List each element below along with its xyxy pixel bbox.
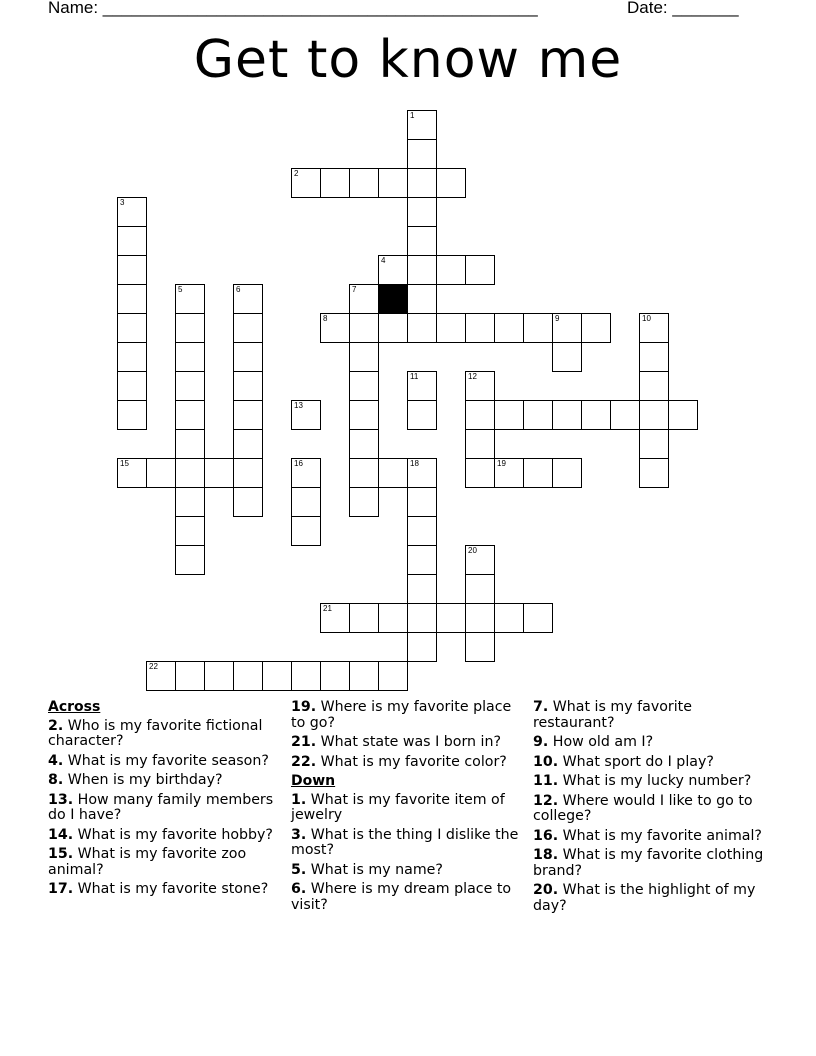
clue-number: 1 [410, 111, 415, 120]
clue-item [291, 793, 521, 824]
crossword-cell[interactable] [117, 313, 147, 343]
crossword-cell[interactable] [465, 632, 495, 662]
clue-item [291, 828, 521, 859]
clue-item [48, 719, 278, 750]
clue-item-text: What is my name? [306, 861, 443, 878]
clue-item-number: 15. [48, 846, 74, 862]
clue-item [533, 755, 773, 771]
clue-item-text: What is the thing I dislike the most? [291, 826, 519, 858]
crossword-cell[interactable] [349, 429, 379, 459]
crossword-cell[interactable] [262, 661, 292, 691]
crossword-cell[interactable] [407, 139, 437, 169]
crossword-cell[interactable] [349, 313, 379, 343]
crossword-cell[interactable] [349, 284, 379, 314]
clue-item-number: 13. [48, 791, 74, 808]
crossword-cell[interactable] [117, 255, 147, 285]
crossword-cell[interactable] [407, 603, 437, 633]
crossword-cell[interactable] [233, 313, 263, 343]
clue-number: 15 [120, 459, 129, 468]
crossword-cell[interactable] [610, 400, 640, 430]
crossword-cell[interactable] [175, 545, 205, 575]
clue-number: 5 [178, 285, 183, 294]
clue-item-number: 6. [291, 881, 307, 897]
crossword-cell[interactable] [117, 197, 147, 227]
crossword-cell[interactable] [407, 226, 437, 256]
clue-number: 20 [468, 546, 477, 555]
crossword-cell[interactable] [349, 342, 379, 372]
clue-number: 12 [468, 372, 477, 381]
crossword-cell[interactable] [349, 371, 379, 401]
crossword-cell[interactable] [175, 458, 205, 488]
clue-item [291, 735, 521, 751]
crossword-cell[interactable] [378, 603, 408, 633]
clue-item [48, 754, 278, 770]
crossword-cell[interactable] [407, 197, 437, 227]
clue-item [533, 774, 773, 790]
clue-item-text: What sport do I play? [558, 753, 714, 770]
crossword-cell[interactable] [146, 661, 176, 691]
clue-item-text: What state was I born in? [316, 734, 502, 750]
crossword-cell[interactable] [465, 458, 495, 488]
crossword-cell[interactable] [407, 255, 437, 285]
crossword-cell[interactable] [320, 603, 350, 633]
crossword-cell[interactable] [407, 574, 437, 604]
clue-item-number: 16. [533, 827, 559, 844]
clue-item-number: 11. [533, 773, 559, 789]
clue-item [48, 793, 278, 824]
crossword-cell[interactable] [668, 400, 698, 430]
clue-number: 19 [497, 459, 506, 468]
clue-item-text: What is my favorite zoo animal? [48, 846, 247, 878]
crossword-cell[interactable] [146, 458, 176, 488]
crossword-cell[interactable] [465, 545, 495, 575]
crossword-cell[interactable] [494, 458, 524, 488]
clue-item-number: 1. [291, 791, 307, 808]
crossword-cell[interactable] [233, 458, 263, 488]
crossword-cell[interactable] [465, 429, 495, 459]
crossword-cell[interactable] [117, 458, 147, 488]
crossword-cell[interactable] [523, 603, 553, 633]
crossword-cell[interactable] [407, 487, 437, 517]
crossword-cell[interactable] [407, 313, 437, 343]
clue-item-number: 19. [291, 699, 317, 715]
clue-item-number: 2. [48, 717, 64, 734]
crossword-cell[interactable] [407, 168, 437, 198]
clue-item [533, 829, 773, 845]
clue-item-number: 20. [533, 882, 559, 898]
clue-item-number: 10. [533, 753, 559, 770]
crossword-cell[interactable] [175, 342, 205, 372]
clue-item-text: When is my birthday? [63, 772, 223, 788]
clue-item [533, 794, 773, 825]
clue-item-text: What is my favorite item of jewelry [291, 791, 505, 823]
crossword-cell[interactable] [320, 661, 350, 691]
clue-item-number: 5. [291, 861, 307, 878]
crossword-cell[interactable] [581, 400, 611, 430]
crossword-cell[interactable] [175, 371, 205, 401]
clue-item-number: 18. [533, 847, 559, 863]
crossword-cell[interactable] [494, 603, 524, 633]
clue-item [533, 700, 773, 731]
crossword-cell[interactable] [407, 545, 437, 575]
crossword-cell[interactable] [407, 284, 437, 314]
clue-item-text: What is my favorite hobby? [73, 826, 273, 843]
crossword-cell[interactable] [175, 661, 205, 691]
clue-item-number: 9. [533, 734, 549, 750]
across-heading: Across [48, 699, 101, 715]
clues-column-3 [533, 700, 773, 918]
crossword-cell[interactable] [233, 371, 263, 401]
crossword-cell[interactable] [436, 255, 466, 285]
crossword-cell[interactable] [233, 429, 263, 459]
clue-item [291, 700, 521, 731]
clue-number: 10 [642, 314, 651, 323]
clue-item-number: 8. [48, 772, 64, 788]
crossword-cell[interactable] [494, 400, 524, 430]
crossword-cell[interactable] [233, 661, 263, 691]
clue-item-text: What is my favorite season? [63, 752, 269, 769]
crossword-cell[interactable] [552, 458, 582, 488]
clue-item [291, 882, 521, 913]
clue-item-text: What is my favorite restaurant? [533, 699, 692, 731]
crossword-cell[interactable] [436, 603, 466, 633]
crossword-cell[interactable] [639, 342, 669, 372]
clue-number: 2 [294, 169, 299, 178]
clue-item-text: Where is my favorite place to go? [291, 699, 512, 731]
clue-item-text: What is my favorite clothing brand? [533, 847, 764, 879]
clue-number: 18 [410, 459, 419, 468]
clue-item-number: 7. [533, 699, 549, 715]
clue-item-text: Who is my favorite fictional character? [48, 717, 263, 749]
crossword-cell[interactable] [639, 458, 669, 488]
clue-number: 7 [352, 285, 357, 294]
crossword-cell[interactable] [233, 400, 263, 430]
clue-item-text: How old am I? [548, 734, 654, 750]
crossword-cell[interactable] [117, 371, 147, 401]
crossword-cell[interactable] [581, 313, 611, 343]
crossword-cell[interactable] [639, 429, 669, 459]
clue-item-text: Where would I like to go to college? [533, 792, 753, 824]
crossword-cell[interactable] [494, 313, 524, 343]
crossword-cell[interactable] [349, 661, 379, 691]
crossword-cell[interactable] [233, 284, 263, 314]
crossword-cell[interactable] [175, 429, 205, 459]
clues-column-2 [291, 700, 521, 917]
crossword-cell[interactable] [117, 342, 147, 372]
clue-number: 21 [323, 604, 332, 613]
crossword-cell[interactable] [378, 168, 408, 198]
clue-item-text: Where is my dream place to visit? [291, 881, 512, 913]
clue-number: 11 [410, 372, 419, 381]
crossword-cell[interactable] [407, 632, 437, 662]
clue-item-number: 17. [48, 881, 74, 897]
clue-item [533, 848, 773, 879]
crossword-cell[interactable] [378, 313, 408, 343]
crossword-cell[interactable] [175, 487, 205, 517]
clue-item-number: 14. [48, 826, 74, 843]
clue-item [291, 863, 521, 879]
crossword-cell[interactable] [117, 226, 147, 256]
clues-column-1 [48, 700, 278, 902]
crossword-cell[interactable] [436, 168, 466, 198]
crossword-cell[interactable] [378, 255, 408, 285]
crossword-cell[interactable] [552, 342, 582, 372]
crossword-cell[interactable] [117, 284, 147, 314]
crossword-cell[interactable] [407, 371, 437, 401]
black-square [378, 284, 408, 314]
crossword-cell[interactable] [349, 168, 379, 198]
crossword-cell[interactable] [291, 487, 321, 517]
crossword-cell[interactable] [349, 603, 379, 633]
crossword-cell[interactable] [465, 371, 495, 401]
crossword-cell[interactable] [465, 400, 495, 430]
clue-item [291, 755, 521, 771]
clue-item [533, 735, 773, 751]
clue-item [48, 882, 278, 898]
clue-item-number: 3. [291, 826, 307, 843]
clue-item-text: What is my favorite color? [316, 753, 507, 770]
clue-number: 4 [381, 256, 386, 265]
crossword-cell[interactable] [320, 313, 350, 343]
clue-item [48, 828, 278, 844]
crossword-cell[interactable] [407, 110, 437, 140]
clue-item [48, 847, 278, 878]
down-heading: Down [291, 773, 336, 789]
crossword-cell[interactable] [378, 661, 408, 691]
name-field-label: Name: ______________________________________________ [48, 0, 538, 17]
crossword-cell[interactable] [291, 516, 321, 546]
clue-number: 6 [236, 285, 241, 294]
crossword-cell[interactable] [233, 487, 263, 517]
date-field-label: Date: _______ [627, 0, 739, 17]
clue-number: 9 [555, 314, 560, 323]
crossword-cell[interactable] [291, 661, 321, 691]
crossword-cell[interactable] [407, 458, 437, 488]
crossword-cell[interactable] [378, 458, 408, 488]
crossword-cell[interactable] [465, 603, 495, 633]
clue-item-number: 21. [291, 734, 317, 750]
crossword-cell[interactable] [291, 458, 321, 488]
crossword-cell[interactable] [552, 400, 582, 430]
clue-number: 3 [120, 198, 125, 207]
clue-item-text: What is my favorite animal? [558, 827, 762, 844]
crossword-cell[interactable] [204, 458, 234, 488]
crossword-cell[interactable] [639, 313, 669, 343]
crossword-cell[interactable] [523, 400, 553, 430]
crossword-cell[interactable] [349, 458, 379, 488]
crossword-cell[interactable] [465, 313, 495, 343]
clue-number: 16 [294, 459, 303, 468]
crossword-cell[interactable] [523, 458, 553, 488]
crossword-cell[interactable] [175, 313, 205, 343]
clue-item-text: What is my lucky number? [558, 773, 752, 789]
crossword-cell[interactable] [349, 400, 379, 430]
clue-item-number: 12. [533, 792, 559, 809]
clue-item-text: What is my favorite stone? [73, 881, 269, 897]
clue-number: 8 [323, 314, 328, 323]
puzzle-title: Get to know me [193, 30, 623, 90]
crossword-cell[interactable] [175, 284, 205, 314]
crossword-cell[interactable] [349, 487, 379, 517]
crossword-cell[interactable] [465, 255, 495, 285]
clue-item-text: What is the highlight of my day? [533, 882, 756, 914]
crossword-cell[interactable] [639, 371, 669, 401]
crossword-cell[interactable] [175, 400, 205, 430]
crossword-cell[interactable] [639, 400, 669, 430]
crossword-cell[interactable] [465, 574, 495, 604]
clue-number: 22 [149, 662, 158, 671]
crossword-cell[interactable] [204, 661, 234, 691]
crossword-cell[interactable] [552, 313, 582, 343]
crossword-cell[interactable] [233, 342, 263, 372]
crossword-cell[interactable] [291, 400, 321, 430]
crossword-cell[interactable] [291, 168, 321, 198]
crossword-cell[interactable] [320, 168, 350, 198]
clue-item-text: How many family members do I have? [48, 791, 274, 823]
crossword-cell[interactable] [117, 400, 147, 430]
clue-item-number: 4. [48, 752, 64, 769]
crossword-cell[interactable] [407, 516, 437, 546]
clue-item-number: 22. [291, 753, 317, 770]
crossword-cell[interactable] [407, 400, 437, 430]
crossword-cell[interactable] [175, 516, 205, 546]
crossword-cell[interactable] [523, 313, 553, 343]
clue-number: 13 [294, 401, 303, 410]
crossword-cell[interactable] [436, 313, 466, 343]
clue-item [533, 883, 773, 914]
clue-item [48, 773, 278, 789]
